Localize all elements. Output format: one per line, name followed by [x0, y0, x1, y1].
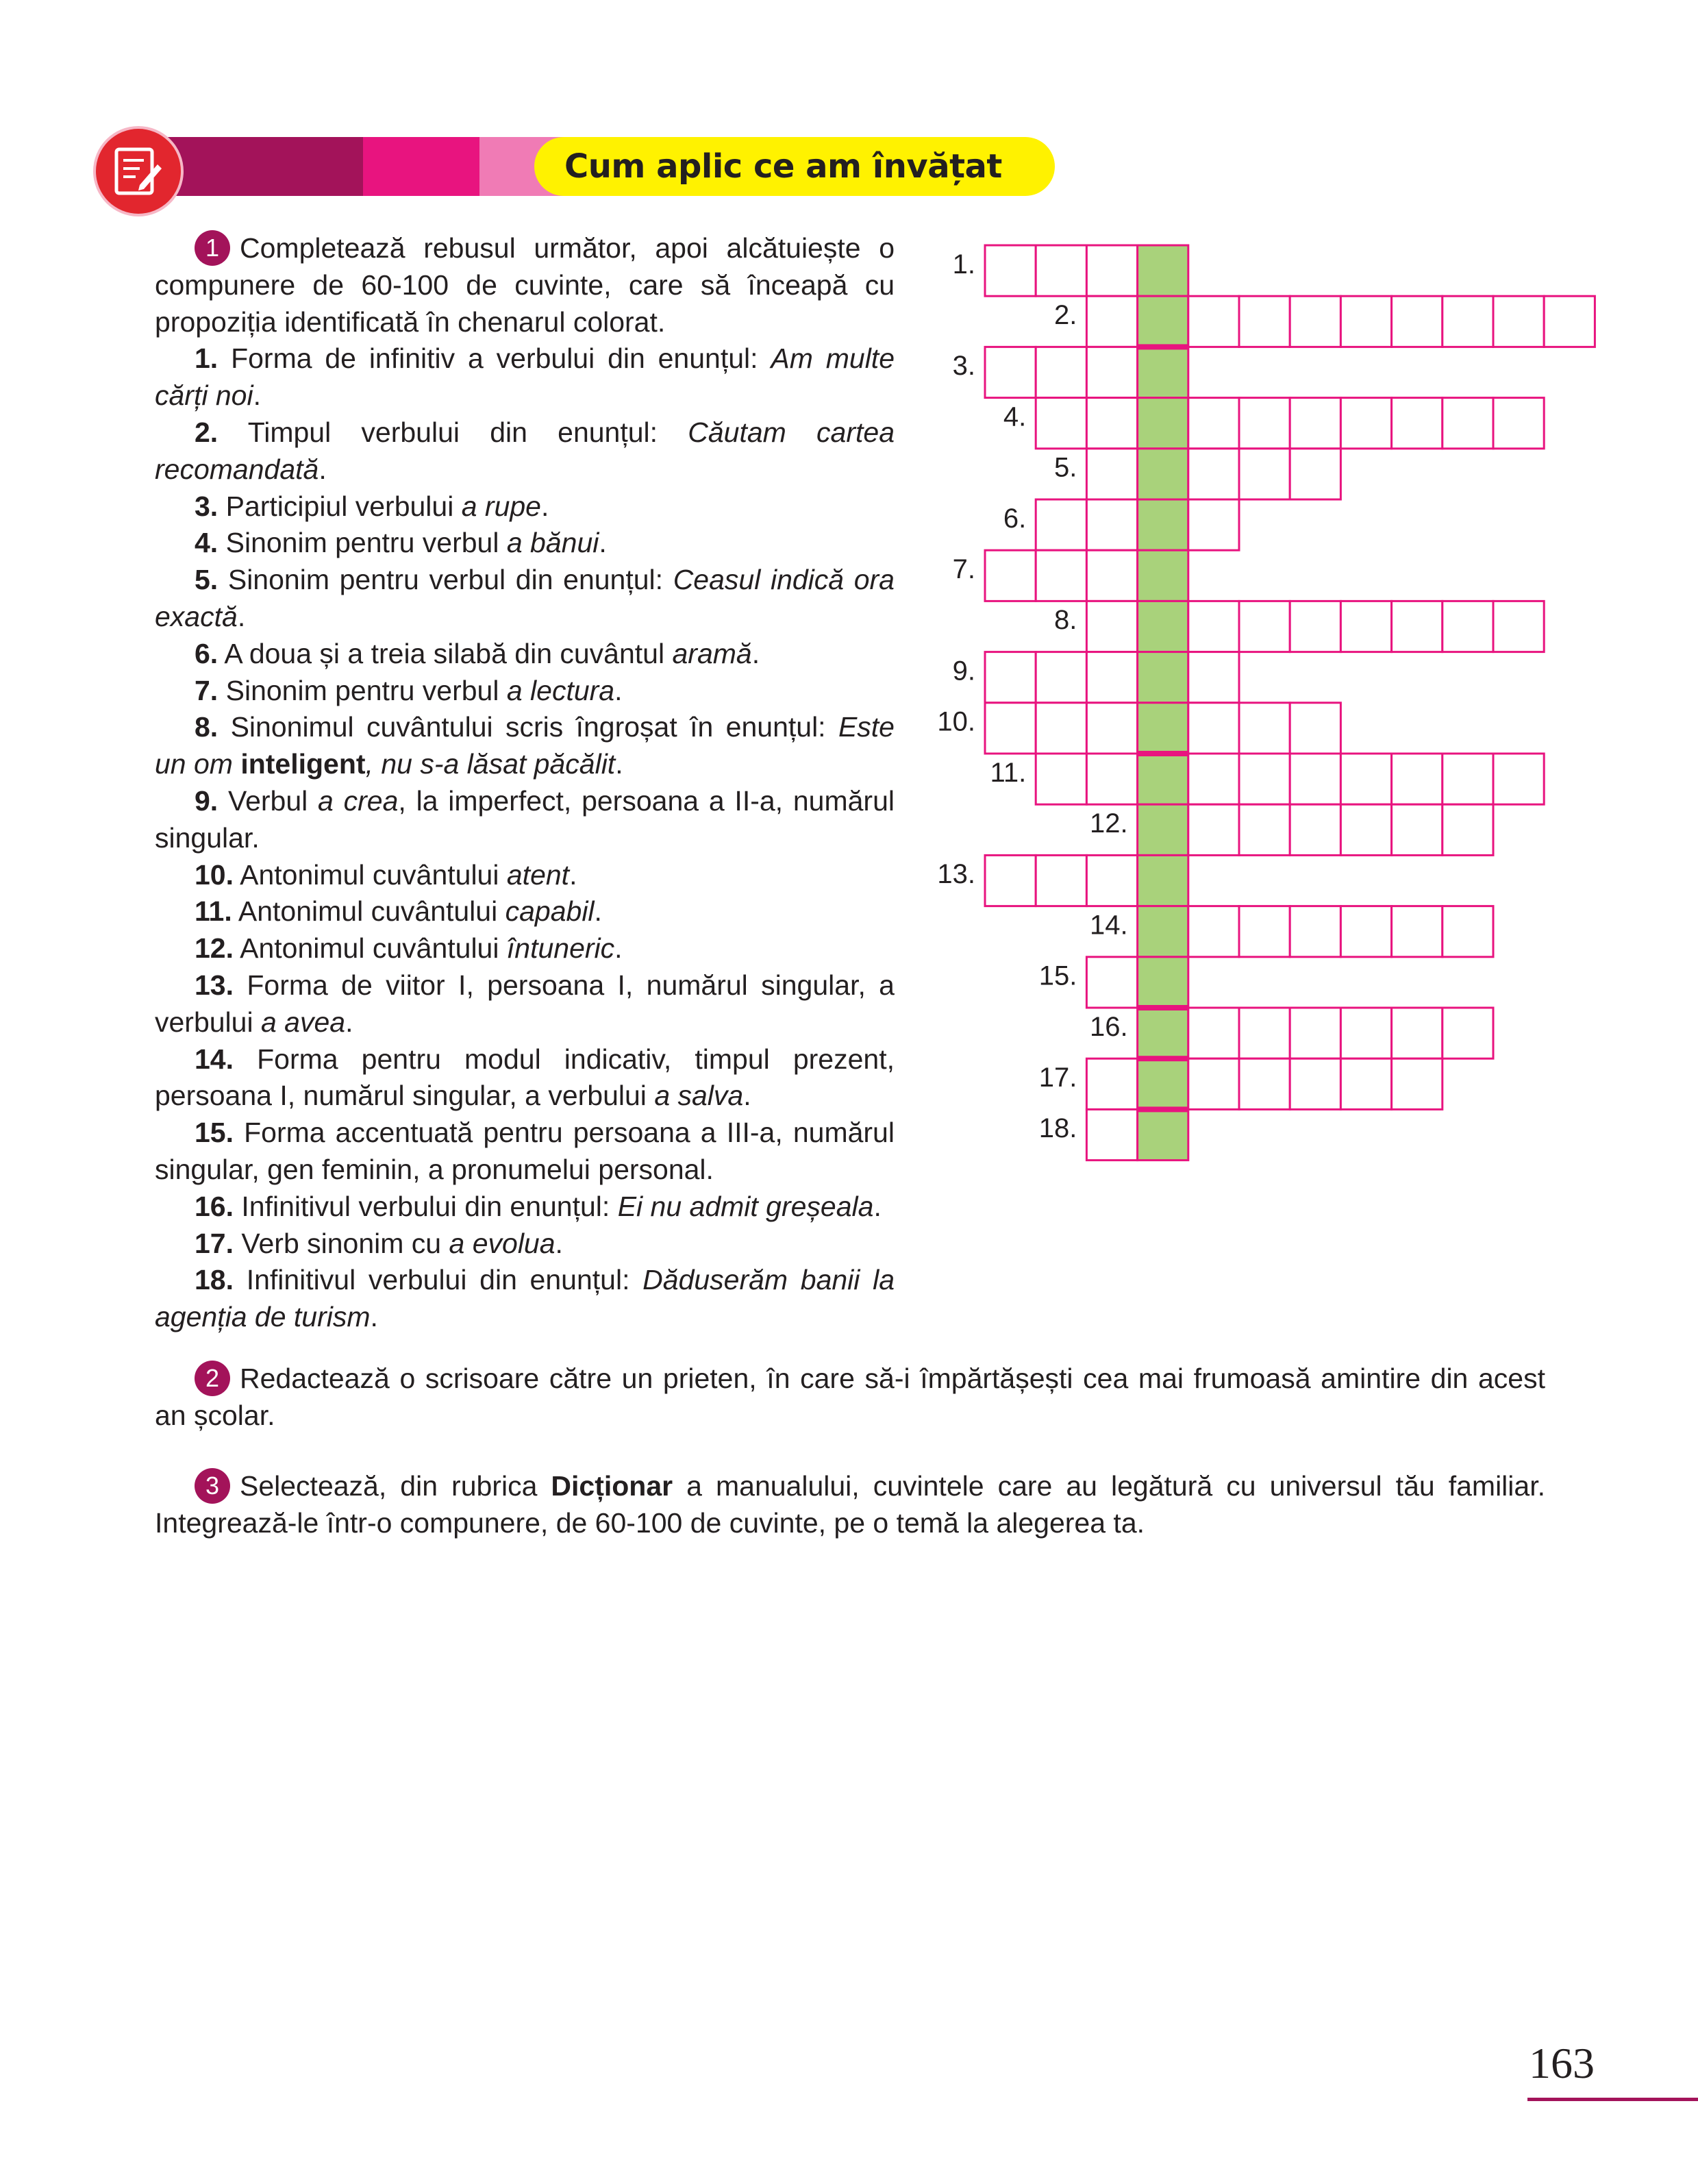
clue-number: 13.: [195, 969, 234, 1001]
crossword-cell: [1086, 754, 1137, 804]
page-number: 163: [1529, 2039, 1595, 2087]
crossword-row-label: 8.: [1054, 605, 1077, 636]
crossword-sentence-separator: [1138, 751, 1188, 756]
clue-text: a bănui: [506, 527, 599, 559]
crossword-key-cell: [1138, 855, 1188, 906]
exercise-3-instruction-start: Selectează, din rubrica: [240, 1470, 551, 1502]
clue-item: [155, 1226, 895, 1263]
crossword-cell: [1036, 245, 1086, 296]
crossword-cell: [1340, 1008, 1391, 1058]
crossword-row-label: 1.: [952, 249, 975, 280]
crossword-key-cell: [1138, 499, 1188, 550]
clue-text: a rupe: [461, 490, 541, 522]
clue-item: [155, 525, 895, 562]
crossword-cell: [1392, 296, 1443, 347]
clue-text: Căutam cartea recomandată: [155, 416, 895, 485]
crossword-cell: [1188, 449, 1239, 499]
crossword-cell: [1392, 754, 1443, 804]
crossword-row-label: 3.: [952, 351, 975, 382]
crossword-cell: [1443, 1008, 1493, 1058]
exercise-number-badge: 1: [195, 230, 230, 266]
crossword-cell: [1086, 1058, 1137, 1109]
clue-text: Infinitivul verbului din enunțul:: [241, 1190, 618, 1222]
clue-text: .: [569, 858, 577, 891]
crossword-cell: [1188, 499, 1239, 550]
crossword-cell: [1086, 245, 1137, 296]
clue-text: .: [873, 1190, 882, 1222]
crossword-cell: [1290, 754, 1340, 804]
exercise-1: [155, 230, 895, 1336]
clue-number: 3.: [195, 490, 219, 522]
clue-number: 15.: [195, 1117, 234, 1149]
clue-number: 5.: [195, 564, 219, 596]
crossword-row-label: 5.: [1054, 452, 1077, 483]
crossword-cell: [1290, 601, 1340, 652]
clue-number: 4.: [195, 527, 219, 559]
crossword-cell: [1392, 1008, 1443, 1058]
clue-number: 11.: [195, 895, 232, 928]
clue-text: a lectura: [506, 674, 615, 706]
clue-item: [155, 893, 895, 930]
crossword-cell: [985, 347, 1036, 397]
clue-text: inteligent: [240, 748, 366, 780]
crossword-cell: [1086, 1109, 1137, 1160]
crossword-cell: [1188, 1008, 1239, 1058]
clue-text: Forma de viitor I, persoana I, numărul singular, a verbului: [155, 969, 895, 1038]
crossword-cell: [1036, 550, 1086, 601]
clue-number: 17.: [195, 1227, 234, 1259]
clue-text: Forma de infinitiv a verbului din enunțul:: [231, 343, 771, 375]
crossword-key-cell: [1138, 601, 1188, 652]
clue-list: [155, 340, 895, 1336]
crossword-cell: [1392, 601, 1443, 652]
clue-text: Dăduserăm banii la agenția de turism: [155, 1264, 895, 1333]
clue-text: .: [370, 1301, 378, 1333]
crossword-cell: [1340, 398, 1391, 449]
clue-text: .: [540, 490, 549, 522]
crossword-cell: [1036, 347, 1086, 397]
crossword-sentence-separator: [1138, 1106, 1188, 1112]
clue-text: .: [614, 674, 623, 706]
crossword-key-cell: [1138, 754, 1188, 804]
crossword-row-label: 13.: [937, 859, 975, 890]
crossword-cell: [1086, 601, 1137, 652]
crossword-row-label: 6.: [1003, 503, 1027, 534]
crossword-cell: [1188, 296, 1239, 347]
crossword-cell: [1290, 1008, 1340, 1058]
crossword-cell: [1239, 703, 1290, 754]
clue-text: a avea: [260, 1006, 346, 1038]
clue-text: .: [599, 527, 607, 559]
clue-item: [155, 488, 895, 525]
clue-item: [155, 340, 895, 414]
crossword-row-label: 7.: [952, 554, 975, 585]
clue-text: întuneric: [506, 932, 615, 965]
clue-item: [155, 1115, 895, 1189]
clue-text: capabil: [505, 895, 595, 928]
clue-text: A doua și a treia silabă din cuvântul: [224, 637, 673, 669]
exercise-1-instruction: Completează rebusul următor, apoi alcătuiește o compunere de 60-100 de cuvinte, care să înceapă cu propoziția identificată în chenarul colorat.: [155, 232, 895, 338]
clue-text: .: [319, 453, 327, 485]
crossword-key-cell: [1138, 245, 1188, 296]
crossword-key-cell: [1138, 449, 1188, 499]
crossword-cell: [1239, 1058, 1290, 1109]
exercise-1-intro: [155, 230, 895, 340]
crossword-row-label: 11.: [990, 757, 1027, 788]
clue-text: Timpul verbului din enunțul:: [247, 416, 688, 448]
clue-item: [155, 636, 895, 673]
crossword-cell: [1086, 703, 1137, 754]
clue-text: .: [751, 637, 760, 669]
crossword-key-cell: [1138, 804, 1188, 855]
exercise-2-instruction: Redactează o scrisoare către un prieten, în care să-i împărtășești cea mai frumoasă amintire din acest an școlar.: [155, 1363, 1545, 1431]
section-banner: [96, 129, 1002, 204]
clue-text: Sinonim pentru verbul din enunțul:: [227, 564, 673, 596]
crossword-cell: [1493, 754, 1544, 804]
crossword-key-cell: [1138, 1058, 1188, 1109]
clue-text: .: [345, 1006, 353, 1038]
crossword-cell: [1086, 855, 1137, 906]
clue-text: .: [743, 1080, 751, 1112]
clue-text: Sinonim pentru verbul: [225, 527, 507, 559]
clue-text: Sinonimul cuvântului scris îngroșat în enunțul:: [230, 711, 838, 743]
crossword-cell: [1443, 296, 1493, 347]
exercise-3: [155, 1467, 1545, 1541]
clue-number: 18.: [195, 1264, 234, 1296]
clue-item: [155, 967, 895, 1041]
crossword-cell: [1239, 449, 1290, 499]
clue-number: 7.: [195, 674, 219, 706]
crossword-row-label: 10.: [937, 706, 975, 737]
clue-item: [155, 1189, 895, 1226]
crossword-cell: [1086, 550, 1137, 601]
clue-text: Antonimul cuvântului: [238, 895, 505, 928]
crossword-key-cell: [1138, 906, 1188, 957]
clue-text: .: [555, 1227, 563, 1259]
clue-number: 16.: [195, 1190, 234, 1222]
exercise-3-instruction-end: a manualului, cuvintele care au legătură cu universul tău familiar. Integrează-le într-o compunere, de 60-100 de cuvinte, pe o temă la alegerea ta.: [155, 1470, 1545, 1539]
crossword-cell: [1036, 855, 1086, 906]
clue-number: 10.: [195, 858, 234, 891]
clue-number: 12.: [195, 932, 234, 965]
dictionary-term: Dicționar: [551, 1470, 673, 1502]
crossword-cell: [985, 703, 1036, 754]
crossword-cell: [1392, 1058, 1443, 1109]
clue-text: Forma accentuată pentru persoana a III-a, numărul singular, gen feminin, a pronumelui personal.: [155, 1117, 895, 1185]
clue-text: .: [615, 748, 623, 780]
crossword-cell: [1290, 804, 1340, 855]
crossword-cell: [1036, 499, 1086, 550]
clue-text: Participiul verbului: [225, 490, 462, 522]
clue-text: Este un om: [155, 711, 895, 780]
crossword-key-cell: [1138, 347, 1188, 397]
exercise-number-badge: 3: [195, 1468, 230, 1504]
crossword-row-label: 18.: [1038, 1113, 1077, 1144]
crossword-cell: [1188, 804, 1239, 855]
crossword-cell: [1290, 296, 1340, 347]
crossword-cell: [1086, 449, 1137, 499]
crossword-cell: [1086, 957, 1137, 1008]
crossword-key-cell: [1138, 1008, 1188, 1058]
clue-item: [155, 562, 895, 636]
crossword-row-label: 14.: [1089, 910, 1128, 941]
crossword-cell: [1290, 398, 1340, 449]
crossword-cell: [1340, 906, 1391, 957]
crossword-row-label: 17.: [1038, 1063, 1077, 1093]
crossword-cell: [985, 550, 1036, 601]
crossword-cell: [1290, 906, 1340, 957]
clue-text: Infinitivul verbului din enunțul:: [246, 1264, 643, 1296]
crossword-cell: [985, 855, 1036, 906]
clue-text: a crea: [318, 784, 399, 817]
clue-number: 9.: [195, 784, 219, 817]
crossword-cell: [1239, 398, 1290, 449]
crossword-cell: [1493, 398, 1544, 449]
crossword-key-cell: [1138, 550, 1188, 601]
clue-number: 14.: [195, 1043, 234, 1075]
clue-text: Ceasul indică ora exactă: [155, 564, 895, 632]
crossword-key-cell: [1138, 1109, 1188, 1160]
clue-text: aramă: [672, 637, 752, 669]
clue-text: .: [594, 895, 602, 928]
crossword-cell: [1443, 601, 1493, 652]
clue-text: .: [614, 932, 623, 965]
crossword-cell: [1239, 1008, 1290, 1058]
clue-text: Antonimul cuvântului: [240, 932, 507, 965]
crossword-cell: [1188, 1058, 1239, 1109]
writing-icon: [96, 129, 181, 214]
clue-text: Verb sinonim cu: [241, 1227, 449, 1259]
crossword-cell: [1239, 804, 1290, 855]
crossword-cell: [1290, 1058, 1340, 1109]
clue-text: Am multe cărți noi: [155, 343, 895, 412]
clue-item: [155, 783, 895, 857]
crossword-key-cell: [1138, 703, 1188, 754]
crossword-cell: [1239, 906, 1290, 957]
crossword-cell: [1443, 906, 1493, 957]
clue-item: [155, 709, 895, 783]
crossword-cell: [1290, 703, 1340, 754]
clue-text: a evolua: [449, 1227, 555, 1259]
crossword-cell: [1086, 296, 1137, 347]
clue-item: [155, 1262, 895, 1336]
clue-text: .: [237, 600, 246, 632]
crossword-cell: [1493, 601, 1544, 652]
crossword-cell: [1493, 296, 1544, 347]
crossword-svg: [937, 245, 1596, 1191]
clue-text: Ei nu admit greșeala: [617, 1190, 874, 1222]
crossword-cell: [1036, 652, 1086, 703]
crossword-grid: [937, 245, 1596, 1191]
crossword-cell: [1036, 754, 1086, 804]
crossword-cell: [1443, 398, 1493, 449]
crossword-cell: [1443, 804, 1493, 855]
crossword-cell: [1340, 601, 1391, 652]
crossword-cell: [1188, 398, 1239, 449]
crossword-cell: [1239, 601, 1290, 652]
crossword-cell: [1239, 296, 1290, 347]
crossword-cell: [1086, 652, 1137, 703]
section-title: Cum aplic ce am învățat: [564, 147, 1002, 186]
crossword-cell: [1036, 703, 1086, 754]
crossword-key-cell: [1138, 296, 1188, 347]
clue-text: , la imperfect, persoana a II-a, numărul singular.: [155, 784, 895, 854]
crossword-cell: [1340, 804, 1391, 855]
crossword-cell: [1188, 906, 1239, 957]
crossword-row-label: 2.: [1054, 300, 1077, 331]
clue-text: Verbul: [228, 784, 319, 817]
crossword-cell: [1036, 398, 1086, 449]
crossword-sentence-separator: [1138, 344, 1188, 349]
clue-number: 6.: [195, 637, 219, 669]
crossword-cell: [1188, 703, 1239, 754]
clue-text: Sinonim pentru verbul: [225, 674, 507, 706]
clue-item: [155, 673, 895, 710]
clue-item: [155, 414, 895, 488]
banner-title-box: [534, 137, 1055, 196]
crossword-row-label: 15.: [1038, 960, 1077, 991]
crossword-key-cell: [1138, 957, 1188, 1008]
crossword-cell: [1340, 296, 1391, 347]
crossword-cell: [1188, 601, 1239, 652]
clue-text: a salva: [654, 1080, 744, 1112]
crossword-sentence-separator: [1138, 1005, 1188, 1010]
clue-text: Antonimul cuvântului: [240, 858, 507, 891]
crossword-cell: [1340, 1058, 1391, 1109]
crossword-sentence-separator: [1138, 1056, 1188, 1061]
clue-number: 8.: [195, 711, 219, 743]
clue-item: [155, 1041, 895, 1115]
clue-number: 1.: [195, 343, 219, 375]
crossword-cell: [1392, 398, 1443, 449]
clue-text: atent: [506, 858, 570, 891]
crossword-cell: [1544, 296, 1595, 347]
crossword-cell: [1443, 754, 1493, 804]
crossword-cell: [1188, 652, 1239, 703]
clue-text: , nu s-a lăsat păcălit: [365, 748, 616, 780]
crossword-row-label: 4.: [1003, 401, 1027, 432]
crossword-cell: [1392, 906, 1443, 957]
clue-number: 2.: [195, 416, 219, 448]
crossword-row-label: 9.: [952, 656, 975, 686]
exercise-2: [155, 1360, 1545, 1434]
crossword-cell: [1188, 754, 1239, 804]
clue-text: Forma pentru modul indicativ, timpul prezent, persoana I, numărul singular, a verbului: [155, 1043, 895, 1112]
clue-item: [155, 857, 895, 894]
crossword-cell: [1086, 499, 1137, 550]
crossword-cell: [1086, 347, 1137, 397]
crossword-row-label: 16.: [1089, 1011, 1128, 1042]
crossword-cell: [1392, 804, 1443, 855]
crossword-cell: [1239, 754, 1290, 804]
page-number-rule: [1527, 2098, 1698, 2101]
crossword-cell: [1340, 754, 1391, 804]
crossword-key-cell: [1138, 652, 1188, 703]
clue-text: .: [253, 380, 261, 412]
crossword-cell: [985, 245, 1036, 296]
crossword-cell: [1086, 398, 1137, 449]
crossword-key-cell: [1138, 398, 1188, 449]
exercise-number-badge: 2: [195, 1361, 230, 1396]
clue-item: [155, 930, 895, 967]
crossword-cell: [985, 652, 1036, 703]
crossword-cell: [1290, 449, 1340, 499]
crossword-row-label: 12.: [1089, 808, 1128, 839]
